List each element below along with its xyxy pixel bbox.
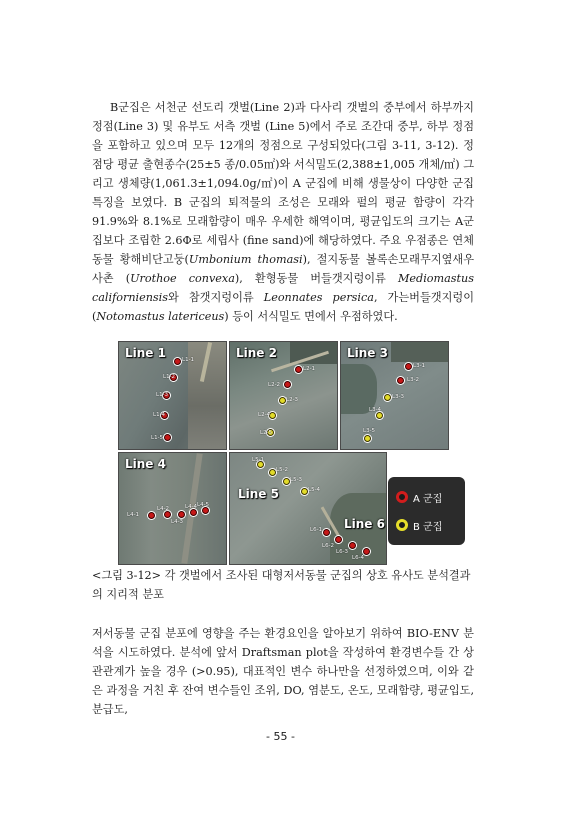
map-title: Line 3 (347, 346, 388, 360)
station-marker-a (295, 366, 302, 373)
species-name: Umbonium thomasi (188, 253, 303, 266)
station-marker-a (349, 542, 356, 549)
station-marker-a (363, 548, 370, 555)
station-marker-b (279, 397, 286, 404)
station-marker-b (269, 469, 276, 476)
station-marker-a (148, 512, 155, 519)
station-marker-a (405, 363, 412, 370)
map-line-5-6: Line 5 Line 6 L5-1 L5-2 L5-3 L5-4 L6-1 L6-2 L6-3 L6-4 (229, 452, 387, 565)
cluster-a-icon (396, 491, 408, 503)
station-marker-a (323, 529, 330, 536)
station-marker-a (178, 511, 185, 518)
station-marker-b (364, 435, 371, 442)
page-number: - 55 - (266, 730, 295, 743)
body-paragraph-cluster-b: B군집은 서천군 선도리 갯벌(Line 2)과 다사리 갯벌의 중부에서 하부까지 정점(Line 3) 및 유부도 서측 갯벌 (Line 5)에서 주로 조간대 중부, 하부 정점을 포함하고 있으며 모두 12개의 정점으로 구성되었다(그림 3-11, 3-12). 정점당 평균 출현종수(25±5 종/0.05㎡)와 서식밀도(2,388±1,005 개체/㎡) 그리고 생체량(1,061.3±1,094.0g/㎡)이 A 군집에 비해 생물상이 다양한 군집 특징을 보였다. B 군집의 퇴적물의 조성은 모래와 펄의 평균 함량이 각각 91.9%와 8.1%로 모래함량이 매우 우세한 해역이며, 평균입도의 크기는 A군집보다 조립한 2.6Φ로 세립사 (fine sand)에 해당하였다. 주요 우점종은 연체동물 황해비단고둥(Umbonium thomasi), 절지동물 볼록손모래무지옆새우사촌 (Urothoe convexa), 환형동물 버들갯지렁이류 Mediomastus californiensis와 참갯지렁이류 Leonnates persica, 가는버들갯지렁이(Notomastus latericeus) 등이 서식밀도 면에서 우점하였다. (92, 101, 475, 323)
map-title: Line 5 (238, 487, 279, 501)
map-title: Line 2 (236, 346, 277, 360)
map-title: Line 1 (125, 346, 166, 360)
map-legend (388, 477, 465, 545)
body-paragraph-bio-env: 저서동물 군집 분포에 영향을 주는 환경요인을 알아보기 위하여 BIO-ENV 분석을 시도하였다. 분석에 앞서 Draftsman plot을 작성하여 환경변수들 간 상관관계가 높을 경우 (>0.95), 대표적인 변수 하나만을 선정하였으며, 이와 같은 과정을 거친 후 잔여 변수들인 조위, DO, 염분도, 온도, 모래함량, 평균입도, 분급도, (92, 627, 474, 716)
legend-item-a: A 군집 (396, 490, 442, 504)
species-name: Urothoe convexa (130, 272, 235, 285)
station-marker-b (301, 488, 308, 495)
cluster-b-icon (396, 519, 408, 531)
station-marker-b (283, 478, 290, 485)
species-name: Mediomastus californiensis (92, 272, 474, 304)
station-marker-a (284, 381, 291, 388)
station-marker-a (164, 434, 171, 441)
species-name: Notomastus latericeus (96, 310, 225, 323)
station-marker-a (174, 358, 181, 365)
map-line-3: Line 3 L3-1 L3-2 L3-3 L3-4 L3-5 (340, 341, 449, 450)
species-name: Leonnates persica (263, 291, 374, 304)
station-marker-b (384, 394, 391, 401)
map-line-4: Line 4 L4-1 L4-2 L4-3 L4-4 L4-5 (118, 452, 227, 565)
station-marker-a (335, 536, 342, 543)
station-marker-a (397, 377, 404, 384)
map-line-1: Line 1 L1-1 L1-2 L1-3 L1-4 L1-5 (118, 341, 227, 450)
figure-caption: <그림 3-12> 각 갯벌에서 조사된 대형저서동물 군집의 상호 유사도 분석결과의 지리적 분포 (92, 569, 471, 601)
map-line-2: Line 2 L2-1 L2-2 L2-3 L2-4 L2-5 (229, 341, 338, 450)
legend-item-b: B 군집 (396, 518, 442, 532)
map-title: Line 6 (344, 517, 385, 531)
map-title: Line 4 (125, 457, 166, 471)
